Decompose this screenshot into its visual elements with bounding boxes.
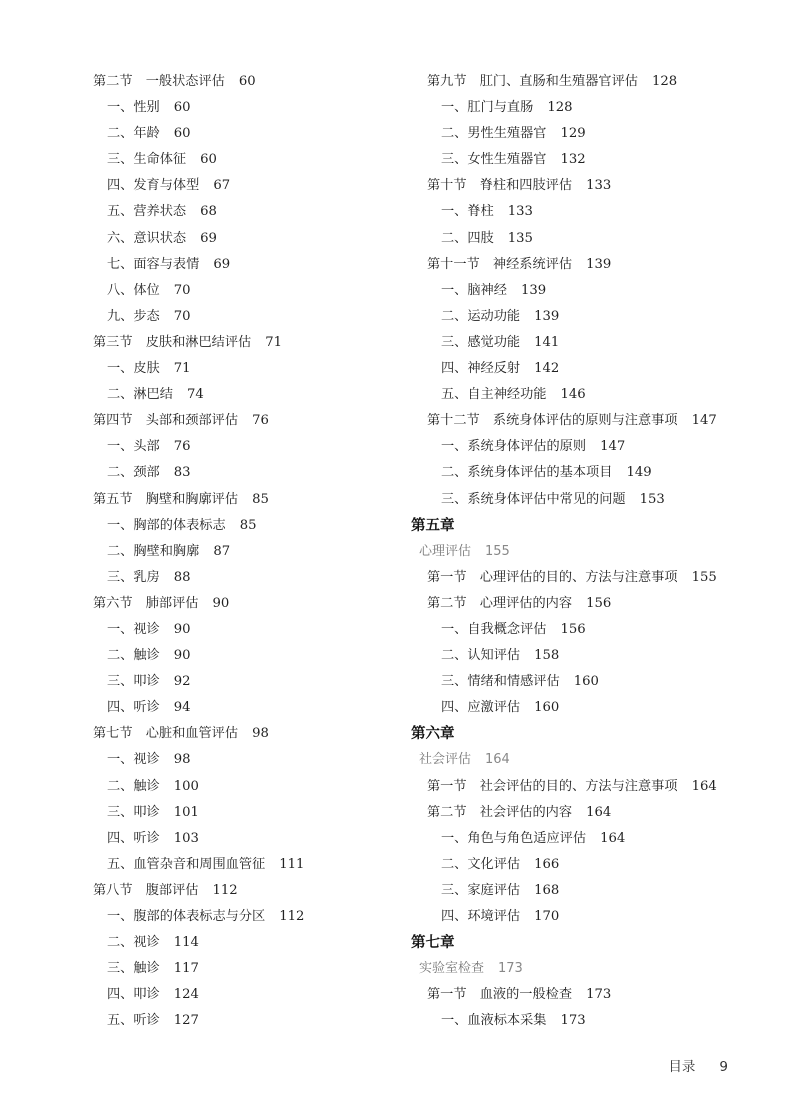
toc-subsection — [93, 956, 393, 982]
toc-entry-title: 二、运动功能 — [441, 308, 521, 324]
toc-entry-title: 第七章 — [411, 935, 455, 952]
toc-subsection — [93, 382, 393, 408]
toc-page-number: 142 — [534, 361, 560, 377]
toc-entry-title: 一、系统身体评估的原则 — [441, 439, 587, 455]
toc-page-number: 173 — [498, 961, 523, 977]
toc-entry-title: 四、神经反射 — [441, 361, 521, 377]
toc-entry-title: 三、感觉功能 — [441, 334, 521, 350]
toc-entry-title: 二、四肢 — [441, 230, 494, 246]
toc-subsection — [93, 800, 393, 826]
toc-subsection — [411, 304, 741, 330]
toc-page-number: 124 — [173, 987, 199, 1003]
toc-subsection — [93, 565, 393, 591]
toc-subsection — [93, 669, 393, 695]
toc-entry-title: 一、视诊 — [107, 752, 160, 768]
toc-page-number: 173 — [560, 1013, 586, 1029]
toc-page-number: 146 — [560, 387, 586, 403]
toc-page-number: 70 — [173, 282, 191, 298]
toc-subsection — [411, 121, 741, 147]
toc-subsection — [411, 434, 741, 460]
toc-entry-title: 第二节 一般状态评估 — [93, 74, 225, 89]
toc-section — [411, 800, 741, 826]
toc-entry-title: 第三节 皮肤和淋巴结评估 — [93, 334, 252, 350]
toc-subsection — [93, 930, 393, 956]
toc-page-number: 132 — [560, 152, 586, 168]
toc-subsection — [93, 982, 393, 1008]
toc-section — [93, 721, 393, 747]
toc-page-number: 164 — [600, 830, 626, 846]
toc-entry-title: 第六章 — [411, 726, 455, 743]
toc-section — [93, 69, 393, 95]
toc-page-number: 166 — [534, 856, 560, 872]
toc-page-number: 127 — [173, 1013, 199, 1029]
toc-entry-title: 第九节 肛门、直肠和生殖器官评估 — [427, 74, 638, 89]
toc-entry-title: 二、触诊 — [107, 778, 160, 794]
toc-page-number: 85 — [239, 517, 257, 533]
toc-page-number: 139 — [520, 282, 547, 298]
toc-subsection — [93, 304, 393, 330]
toc-column-right — [411, 69, 741, 1034]
toc-subsection — [411, 1008, 741, 1034]
toc-subsection — [93, 121, 393, 147]
toc-subsection — [93, 356, 393, 382]
toc-entry-title: 四、听诊 — [107, 830, 160, 846]
toc-page-number: 135 — [507, 230, 533, 246]
toc-subsection — [411, 278, 741, 304]
toc-page-number: 117 — [173, 961, 199, 977]
toc-entry-title: 五、自主神经功能 — [441, 387, 547, 403]
toc-page-number: 111 — [279, 856, 305, 872]
toc-page-number: 69 — [213, 256, 231, 272]
toc-page-number: 98 — [252, 726, 269, 742]
toc-entry-title: 二、文化评估 — [441, 856, 521, 872]
toc-entry-title: 二、触诊 — [107, 648, 160, 664]
toc-section — [93, 591, 393, 617]
toc-entry-title: 一、视诊 — [107, 621, 160, 637]
toc-entry-title: 二、认知评估 — [441, 648, 521, 664]
toc-page-number: 90 — [173, 621, 191, 637]
toc-entry-title: 二、年龄 — [107, 126, 160, 142]
toc-subsection — [411, 356, 741, 382]
toc-page-number: 155 — [691, 569, 717, 585]
toc-entry-title: 三、情绪和情感评估 — [441, 674, 560, 690]
toc-entry-title: 四、叩诊 — [107, 987, 160, 1003]
toc-subsection — [93, 1008, 393, 1034]
toc-entry-title: 一、性别 — [107, 100, 160, 116]
toc-entry-title: 三、触诊 — [107, 961, 160, 977]
toc-page-number: 139 — [534, 308, 560, 324]
toc-page-number: 133 — [586, 178, 612, 194]
toc-subsection — [411, 826, 741, 852]
toc-page-number: 94 — [173, 700, 191, 716]
toc-page-number: 173 — [586, 987, 612, 1003]
toc-page-number: 160 — [534, 700, 560, 716]
toc-entry-title: 二、系统身体评估的基本项目 — [441, 465, 613, 481]
toc-entry-title: 七、面容与表情 — [107, 256, 200, 272]
toc-entry-title: 一、血液标本采集 — [441, 1013, 547, 1029]
toc-page-number: 153 — [639, 491, 665, 507]
toc-entry-title: 三、生命体征 — [107, 152, 187, 168]
toc-column-left — [93, 69, 393, 1034]
toc-subsection — [411, 904, 741, 930]
toc-page-number: 112 — [212, 882, 238, 898]
toc-page-number: 92 — [173, 674, 191, 690]
toc-page-number: 76 — [173, 439, 191, 455]
toc-subsection — [93, 617, 393, 643]
toc-entry-title: 八、体位 — [107, 282, 160, 298]
toc-entry-title: 二、淋巴结 — [107, 387, 173, 403]
toc-subsection — [411, 460, 741, 486]
toc-page-number: 83 — [173, 465, 191, 481]
chapter-title — [411, 747, 741, 773]
toc-entry-title: 一、脑神经 — [441, 282, 507, 298]
toc-page-number: 170 — [534, 909, 560, 924]
toc-entry-title: 一、角色与角色适应评估 — [441, 830, 587, 846]
toc-subsection — [93, 460, 393, 486]
toc-entry-title: 第十二节 系统身体评估的原则与注意事项 — [427, 413, 678, 429]
toc-subsection — [93, 252, 393, 278]
toc-subsection — [93, 147, 393, 173]
toc-page-number: 68 — [200, 204, 217, 220]
toc-entry-title: 第八节 腹部评估 — [93, 882, 199, 898]
toc-entry-title: 一、腹部的体表标志与分区 — [107, 909, 266, 924]
chapter-heading — [411, 930, 741, 956]
toc-entry-title: 一、头部 — [107, 439, 160, 455]
toc-page-number: 100 — [173, 778, 199, 794]
toc-entry-title: 第七节 心脏和血管评估 — [93, 726, 239, 742]
toc-subsection — [93, 774, 393, 800]
toc-subsection — [411, 617, 741, 643]
toc-page-number: 141 — [534, 334, 560, 350]
toc-section — [411, 774, 741, 800]
toc-subsection — [411, 95, 741, 121]
toc-entry-title: 第二节 社会评估的内容 — [427, 804, 573, 820]
toc-entry-title: 心理评估 — [419, 543, 472, 559]
toc-subsection — [93, 95, 393, 121]
toc-section — [411, 591, 741, 617]
toc-entry-title: 三、系统身体评估中常见的问题 — [441, 491, 626, 507]
toc-page-number: 128 — [652, 74, 678, 89]
toc-subsection — [411, 199, 741, 225]
toc-page-number: 155 — [485, 543, 510, 559]
toc-entry-title: 一、皮肤 — [107, 361, 160, 377]
chapter-heading — [411, 721, 741, 747]
toc-entry-title: 五、营养状态 — [107, 204, 187, 220]
toc-entry-title: 第六节 肺部评估 — [93, 595, 199, 611]
toc-entry-title: 三、女性生殖器官 — [441, 152, 547, 168]
toc-entry-title: 第四节 头部和颈部评估 — [93, 413, 239, 429]
toc-subsection — [93, 434, 393, 460]
toc-entry-title: 六、意识状态 — [107, 230, 187, 246]
toc-page-number: 71 — [265, 334, 283, 350]
toc-entry-title: 二、胸壁和胸廓 — [107, 543, 200, 559]
toc-subsection — [93, 904, 393, 930]
toc-section — [411, 408, 741, 434]
toc-page-number: 139 — [586, 256, 612, 272]
toc-page-number: 87 — [213, 543, 231, 559]
chapter-heading — [411, 513, 741, 539]
toc-page-number: 90 — [173, 648, 191, 664]
toc-entry-title: 一、脊柱 — [441, 204, 494, 220]
toc-page-number: 101 — [173, 804, 199, 820]
toc-entry-title: 第五节 胸壁和胸廓评估 — [93, 491, 239, 507]
toc-page-number: 160 — [573, 674, 599, 690]
toc-subsection — [411, 669, 741, 695]
toc-entry-title: 一、肛门与直肠 — [441, 100, 534, 116]
toc-page-number: 88 — [173, 569, 191, 585]
toc-entry-title: 九、步态 — [107, 308, 160, 324]
toc-page-number: 70 — [173, 308, 191, 324]
toc-subsection — [411, 852, 741, 878]
toc-section — [93, 330, 393, 356]
toc-page-number: 147 — [600, 439, 626, 455]
toc-section — [93, 408, 393, 434]
toc-subsection — [411, 695, 741, 721]
toc-page-number: 168 — [534, 882, 560, 898]
toc-subsection — [93, 747, 393, 773]
toc-page-number: 158 — [534, 648, 560, 664]
toc-section — [411, 173, 741, 199]
toc-subsection — [411, 643, 741, 669]
toc-subsection — [93, 226, 393, 252]
toc-page-number: 69 — [200, 230, 217, 246]
toc-entry-title: 二、男性生殖器官 — [441, 126, 547, 142]
toc-subsection — [93, 852, 393, 878]
toc-page-number: 129 — [560, 126, 586, 142]
toc-subsection — [93, 199, 393, 225]
toc-page-number: 164 — [691, 778, 717, 794]
toc-page-number: 60 — [173, 100, 191, 116]
toc-page-number: 90 — [212, 595, 230, 611]
toc-page-number: 114 — [173, 935, 199, 951]
toc-subsection — [411, 382, 741, 408]
toc-section — [411, 565, 741, 591]
toc-subsection — [93, 643, 393, 669]
toc-page-number: 98 — [173, 752, 191, 768]
page-footer — [668, 1055, 728, 1075]
toc-entry-title: 第五章 — [411, 517, 455, 534]
toc-page-number: 60 — [200, 152, 217, 168]
toc-page-number: 147 — [691, 413, 717, 429]
toc-subsection — [411, 330, 741, 356]
chapter-title — [411, 539, 741, 565]
toc-entry-title: 五、听诊 — [107, 1013, 160, 1029]
toc-subsection — [93, 513, 393, 539]
toc-page-number: 156 — [560, 621, 586, 637]
toc-page-number: 74 — [186, 387, 204, 403]
toc-entry-title: 四、应激评估 — [441, 700, 521, 716]
toc-entry-title: 第一节 血液的一般检查 — [427, 987, 573, 1003]
toc-entry-title: 第十一节 神经系统评估 — [427, 256, 573, 272]
toc-entry-title: 第十节 脊柱和四肢评估 — [427, 178, 573, 194]
toc-entry-title: 四、发育与体型 — [107, 178, 200, 194]
toc-entry-title: 一、自我概念评估 — [441, 621, 547, 637]
toc-page-number: 164 — [485, 752, 510, 768]
toc-page-number: 76 — [252, 413, 269, 429]
toc-entry-title: 二、颈部 — [107, 465, 160, 481]
toc-entry-title: 第一节 社会评估的目的、方法与注意事项 — [427, 778, 678, 794]
toc-subsection — [93, 278, 393, 304]
toc-subsection — [93, 695, 393, 721]
footer-label: 目录 — [668, 1059, 696, 1075]
toc-entry-title: 三、叩诊 — [107, 674, 160, 690]
toc-page-number: 60 — [238, 74, 256, 89]
toc-entry-title: 三、叩诊 — [107, 804, 160, 820]
toc-entry-title: 社会评估 — [419, 752, 472, 768]
toc-page-number: 103 — [173, 830, 199, 846]
toc-subsection — [411, 147, 741, 173]
toc-subsection — [411, 878, 741, 904]
toc-section — [411, 982, 741, 1008]
toc-subsection — [411, 226, 741, 252]
page-number: 9 — [719, 1059, 728, 1075]
chapter-title — [411, 956, 741, 982]
toc-subsection — [93, 173, 393, 199]
toc-entry-title: 第一节 心理评估的目的、方法与注意事项 — [427, 569, 678, 585]
toc-subsection — [411, 487, 741, 513]
toc-entry-title: 第二节 心理评估的内容 — [427, 595, 573, 611]
toc-page-number: 71 — [173, 361, 191, 377]
toc-page-number: 128 — [547, 100, 573, 116]
toc-entry-title: 五、血管杂音和周围血管征 — [107, 856, 266, 872]
toc-page-number: 133 — [507, 204, 533, 220]
toc-entry-title: 二、视诊 — [107, 935, 160, 951]
toc-section — [93, 487, 393, 513]
toc-entry-title: 实验室检查 — [419, 961, 485, 977]
toc-entry-title: 三、乳房 — [107, 569, 160, 585]
toc-page-number: 164 — [586, 804, 612, 820]
toc-subsection — [93, 826, 393, 852]
toc-entry-title: 四、听诊 — [107, 700, 160, 716]
toc-page-number: 156 — [586, 595, 612, 611]
toc-entry-title: 四、环境评估 — [441, 909, 521, 924]
toc-page-number: 149 — [626, 465, 652, 481]
toc-section — [93, 878, 393, 904]
toc-page-number: 112 — [279, 909, 305, 924]
toc-page-number: 67 — [213, 178, 231, 194]
toc-section — [411, 252, 741, 278]
toc-entry-title: 一、胸部的体表标志 — [107, 517, 226, 533]
toc-entry-title: 三、家庭评估 — [441, 882, 521, 898]
toc-subsection — [93, 539, 393, 565]
toc-page-number: 85 — [252, 491, 269, 507]
toc-section — [411, 69, 741, 95]
toc-page-number: 60 — [173, 126, 191, 142]
